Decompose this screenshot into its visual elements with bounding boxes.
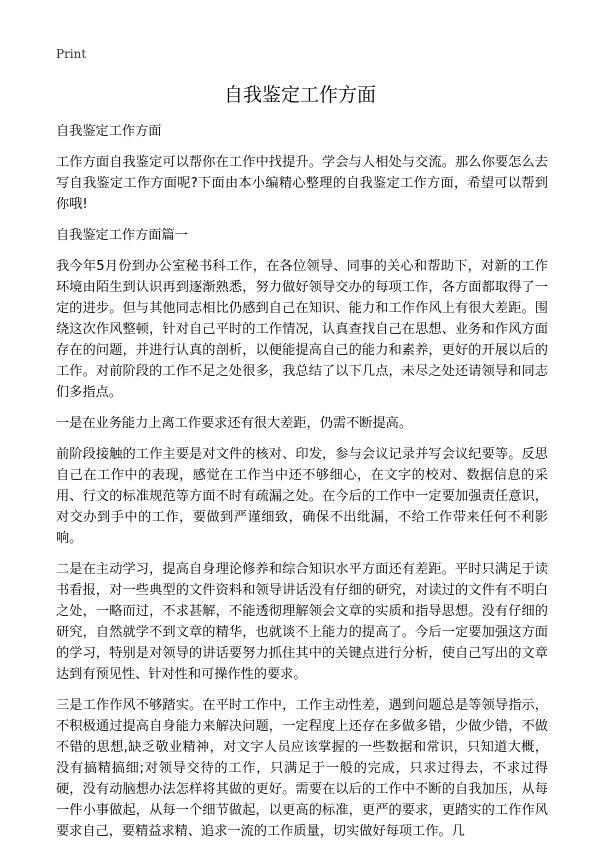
subtitle-paragraph: 自我鉴定工作方面 bbox=[56, 124, 162, 139]
print-link[interactable]: Print bbox=[56, 47, 87, 61]
intro-paragraph: 工作方面自我鉴定可以帮你在工作中找提升。学会与人相处与交流。那么你要怎么去写自我鉴定工作方面呢?下面由本小编精心整理的自我鉴定工作方面，希望可以帮到你哦! bbox=[56, 155, 548, 212]
section-heading: 自我鉴定工作方面篇一 bbox=[56, 228, 188, 243]
article-body bbox=[56, 121, 548, 852]
page-title: 自我鉴定工作方面 bbox=[223, 84, 376, 106]
body-paragraph: 一是在业务能力上离工作要求还有很大差距，仍需不断提高。 bbox=[56, 416, 413, 431]
body-paragraph: 我今年5月份到办公室秘书科工作，在各位领导、同事的关心和帮助下，对新的工作环境由陌生到认识再到逐渐熟悉，努力做好领导交办的每项工作，各方面都取得了一定的进步。但与其他同志相比仍感到自己在知识、能力和工作作风上有很大差距。围绕这次作风整顿，针对自己平时的工作情况，认真查找自己在思想、业务和作风方面存在的问题，并进行认真的剖析，以便能提高自己的能力和素养，更好的开展以后的工作。对前阶段的工作不足之处很多，我总结了以下几点，未尽之处还请领导和同志们多指点。 bbox=[56, 259, 548, 400]
body-paragraph: 前阶段接触的工作主要是对文件的核对、印发，参与会议记录并写会议纪要等。反思自己在工作中的表现，感觉在工作当中还不够细心，在文字的校对、数据信息的采用、行文的标准规范等方面不时有疏漏之处。在今后的工作中一定要加强责任意识，对交办到手中的工作，要做到严谨细致，确保不出纰漏，不给工作带来任何不利影响。 bbox=[56, 447, 548, 546]
body-paragraph: 二是在主动学习，提高自身理论修养和综合知识水平方面还有差距。平时只满足于读书看报，对一些典型的文件资料和领导讲话没有仔细的研究，对读过的文件有不明白之处，一略而过，不求甚解，不能透彻理解领会文章的实质和指导思想。没有仔细的研究，自然就学不到文章的精华，也就谈不上能力的提高了。今后一定要加强这方面的学习，特别是对领导的讲话要努力抓住其中的关键点进行分析，使自己写出的文章达到有预见性、针对性和可操作性的要求。 bbox=[56, 562, 548, 682]
body-paragraph: 三是工作作风不够踏实。在平时工作中，工作主动性差，遇到问题总是等领导指示，不积极通过提高自身能力来解决问题，一定程度上还存在多做多错，少做少错，不做不错的思想,缺乏敬业精神，对文字人员应该掌握的一些数据和常识，只知道大概，没有搞精搞细;对领导交待的工作，只满足于一般的完成，只求过得去，不求过得硬，没有动脑想办法怎样将其做的更好。需要在以后的工作中不断的自我加压，从每一件小事做起，从每一个细节做起，以更高的标准，更严的要求，更踏实的工作作风要求自己，要精益求精、追求一流的工作质量，切实做好每项工作。几 bbox=[56, 698, 548, 839]
